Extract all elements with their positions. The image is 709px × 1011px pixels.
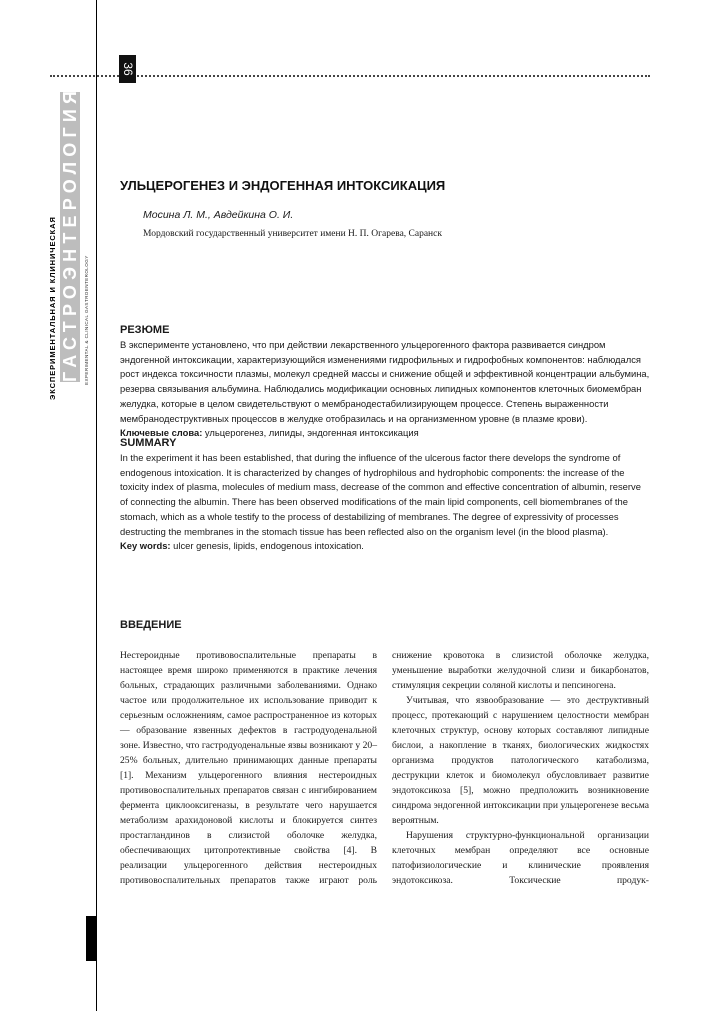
intro-paragraph-4: Нарушения структурно-функциональной организации клеточных мембран определяют все основные патофизиологические и клинические проявления эндотоксикоза. Токсические продук- <box>392 830 649 886</box>
journal-name-english: EXPERIMENTAL & CLINICAL GASTROENTEROLOGY <box>84 255 89 385</box>
page-number-box <box>119 55 136 83</box>
resume-heading: РЕЗЮМЕ <box>120 324 170 336</box>
summary-heading: SUMMARY <box>120 437 177 449</box>
header-dotted-rule <box>50 75 650 77</box>
summary-text: In the experiment it has been established, that during the influence of the ulcerous factor there develops the syndrome of endogenous intoxication. It is characterized by changes of hydrophilous and hydrophobic components: the increase of the toxicity index of plasma, molecules of medium mass, decrease of the common and effective concentration of albumin, reserve of connecting the albumin. There has been observed modifications of the main lipid components, cell biomembranes of the stomach, which as a whole testify to the process of destabilizing of membranes. The degree of expressivity of processes destructing the membranes in the stomach tissue has been reflected also on the organism level (in the blood plasma). <box>120 452 641 537</box>
body-column-right <box>392 648 649 888</box>
journal-name-main: ГАСТРОЭНТЕРОЛОГИЯ <box>60 85 80 382</box>
article-affiliation: Мордовский государственный университет имени Н. П. Огарева, Саранск <box>143 229 442 239</box>
article-authors: Мосина Л. М., Авдейкина О. И. <box>143 209 294 221</box>
resume-block <box>120 323 650 441</box>
summary-keywords-value: ulcer genesis, lipids, endogenous intoxication. <box>170 540 364 552</box>
margin-marker-block <box>86 916 96 961</box>
intro-paragraph-3: Учитывая, что язвообразование — это деструктивный процесс, протекающий с нарушением целостности мембран клеточных структур, основу которых составляют липидные бислои, а накопление в тканях, биологических жидкостях организма продуктов патологического катаболизма, деструкции клеток и биомолекул обусловливает развитие эндотоксикоза [5], можно предположить возникновение синдрома эндогенной интоксикации при ульцерогенезе весьма вероятным. <box>392 695 649 826</box>
summary-keywords <box>120 539 650 554</box>
journal-name-top: ЭКСПЕРИМЕНТАЛЬНАЯ И КЛИНИЧЕСКАЯ <box>48 216 57 400</box>
left-margin-rule <box>96 0 97 1011</box>
article-title: УЛЬЦЕРОГЕНЕЗ И ЭНДОГЕННАЯ ИНТОКСИКАЦИЯ <box>120 178 446 193</box>
intro-paragraph-1: Нестероидные противовоспалительные препараты в настоящее время широко применяются в практике лечения больных, страдающих различными заболеваниями. Однако частое или продолжительное их использование приводит к серьезным осложнениям, самое распространенное из которых — образование язвенных дефектов в гастродуоденальной зоне. Известно, что гастродуоденальные язвы возникают у 20–25% больных, длительно принимающих данные препараты [1]. Механизм ульцерогенного влияния нестероидных противовоспалительных препаратов связан с ингибированием фермента циклооксигеназы, в результате чего нарушается метаболизм арахидоновой кислоты и блокируется синтез простагландинов в слизистой оболочке желудка, обеспечивающих цитопротективные свойства [4]. В реализации ульцерогенного действия нестероидных противовоспалительных препаратов также играют роль <box>120 650 377 886</box>
page-number: 36 <box>120 62 135 76</box>
intro-heading: ВВЕДЕНИЕ <box>120 619 182 631</box>
summary-keywords-label: Key words: <box>120 540 171 552</box>
body-column-left <box>120 648 377 888</box>
resume-keywords-label: Ключевые слова: <box>120 427 203 439</box>
resume-text: В эксперименте установлено, что при действии лекарственного ульцерогенного фактора развивается синдром эндогенной интоксикации, характеризующийся изменениями гидрофильных и гидрофобных компонентов: наблюдался рост индекса токсичности плазмы, молекул средней массы и снижение общей и эффективной концентрации альбумина, резерва связывания альбумина. Наблюдались модификации основных липидных компонентов клеточных биомембран желудка, которые в целом свидетельствуют о мембранодестабилизирующем процессе. Степень выраженности мембранодеструктивных процессов в желудке отобразилась и на организменном уровне (в плазме крови). <box>120 339 650 424</box>
summary-block <box>120 436 650 554</box>
resume-keywords-value: ульцерогенез, липиды, эндогенная интоксикация <box>202 427 419 439</box>
intro-paragraph-2: снижение кровотока в слизистой оболочке желудка, уменьшение выработки желудочной слизи и бикарбонатов, стимуляция секреции соляной кислоты и пепсиногена. <box>392 650 649 691</box>
